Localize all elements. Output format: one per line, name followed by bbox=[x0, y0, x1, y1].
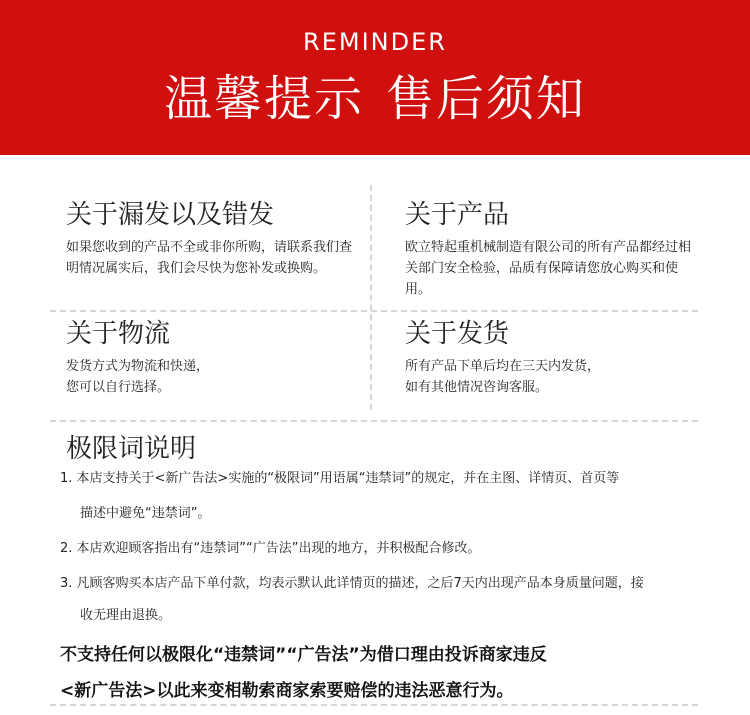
banner-title-part1: 温馨提示 bbox=[163, 71, 364, 127]
banner-subtitle: REMINDER bbox=[303, 28, 447, 56]
banner-title bbox=[0, 60, 750, 129]
section-heading: 关于产品 bbox=[405, 200, 510, 230]
grid-vertical-divider bbox=[370, 185, 372, 410]
notice-line-2: <新广告法>以此来变相勒索商家索要赔偿的违法恶意行为。 bbox=[60, 681, 514, 701]
grid-horizontal-divider bbox=[50, 310, 698, 312]
section-body: 如果您收到的产品不全或非你所购，请联系我们查明情况属实后，我们会尽快为您补发或换购。 bbox=[66, 240, 353, 276]
header-banner bbox=[0, 0, 750, 155]
section-body bbox=[66, 356, 356, 398]
info-grid bbox=[50, 185, 698, 410]
section-divider bbox=[50, 420, 698, 422]
section-heading: 关于发货 bbox=[405, 319, 510, 349]
limit-item-3-line-1: 3. 凡顾客购买本店产品下单付款，均表示默认此详情页的描述，之后7天内出现产品本身质量问题，接 bbox=[60, 576, 644, 591]
section-body-line: 您可以自行选择。 bbox=[66, 380, 171, 395]
section-body-line: 如有其他情况咨询客服。 bbox=[405, 380, 549, 395]
section-heading: 关于漏发以及错发 bbox=[66, 200, 275, 230]
section-missing-wrong-shipment bbox=[66, 199, 356, 279]
section-body-line: 发货方式为物流和快递， bbox=[66, 359, 210, 374]
notice-line-1: 不支持任何以极限化“违禁词”“广告法”为借口理由投诉商家违反 bbox=[60, 645, 547, 665]
section-body-line: 所有产品下单后均在三天内发货， bbox=[405, 359, 601, 374]
limit-item-2: 2. 本店欢迎顾客指出有“违禁词”“广告法”出现的地方，并积极配合修改。 bbox=[60, 541, 481, 556]
bottom-divider bbox=[50, 704, 698, 706]
section-product bbox=[405, 199, 695, 300]
limit-item-1-line-2: 描述中避免“违禁词”。 bbox=[80, 506, 211, 521]
limit-item-1-line-1: 1. 本店支持关于<新广告法>实施的“极限词”用语属“违禁词”的规定，并在主图、详情页、首页等 bbox=[60, 471, 620, 486]
section-delivery bbox=[405, 318, 695, 398]
section-logistics bbox=[66, 318, 356, 398]
limit-words-title: 极限词说明 bbox=[66, 434, 197, 464]
section-body bbox=[405, 356, 695, 398]
limit-item-3-line-2: 收无理由退换。 bbox=[80, 608, 172, 623]
section-body: 欧立特起重机械制造有限公司的所有产品都经过相关部门安全检验，品质有保障请您放心购买和使用。 bbox=[405, 240, 692, 297]
section-heading: 关于物流 bbox=[66, 319, 171, 349]
banner-title-part2: 售后须知 bbox=[386, 71, 587, 127]
